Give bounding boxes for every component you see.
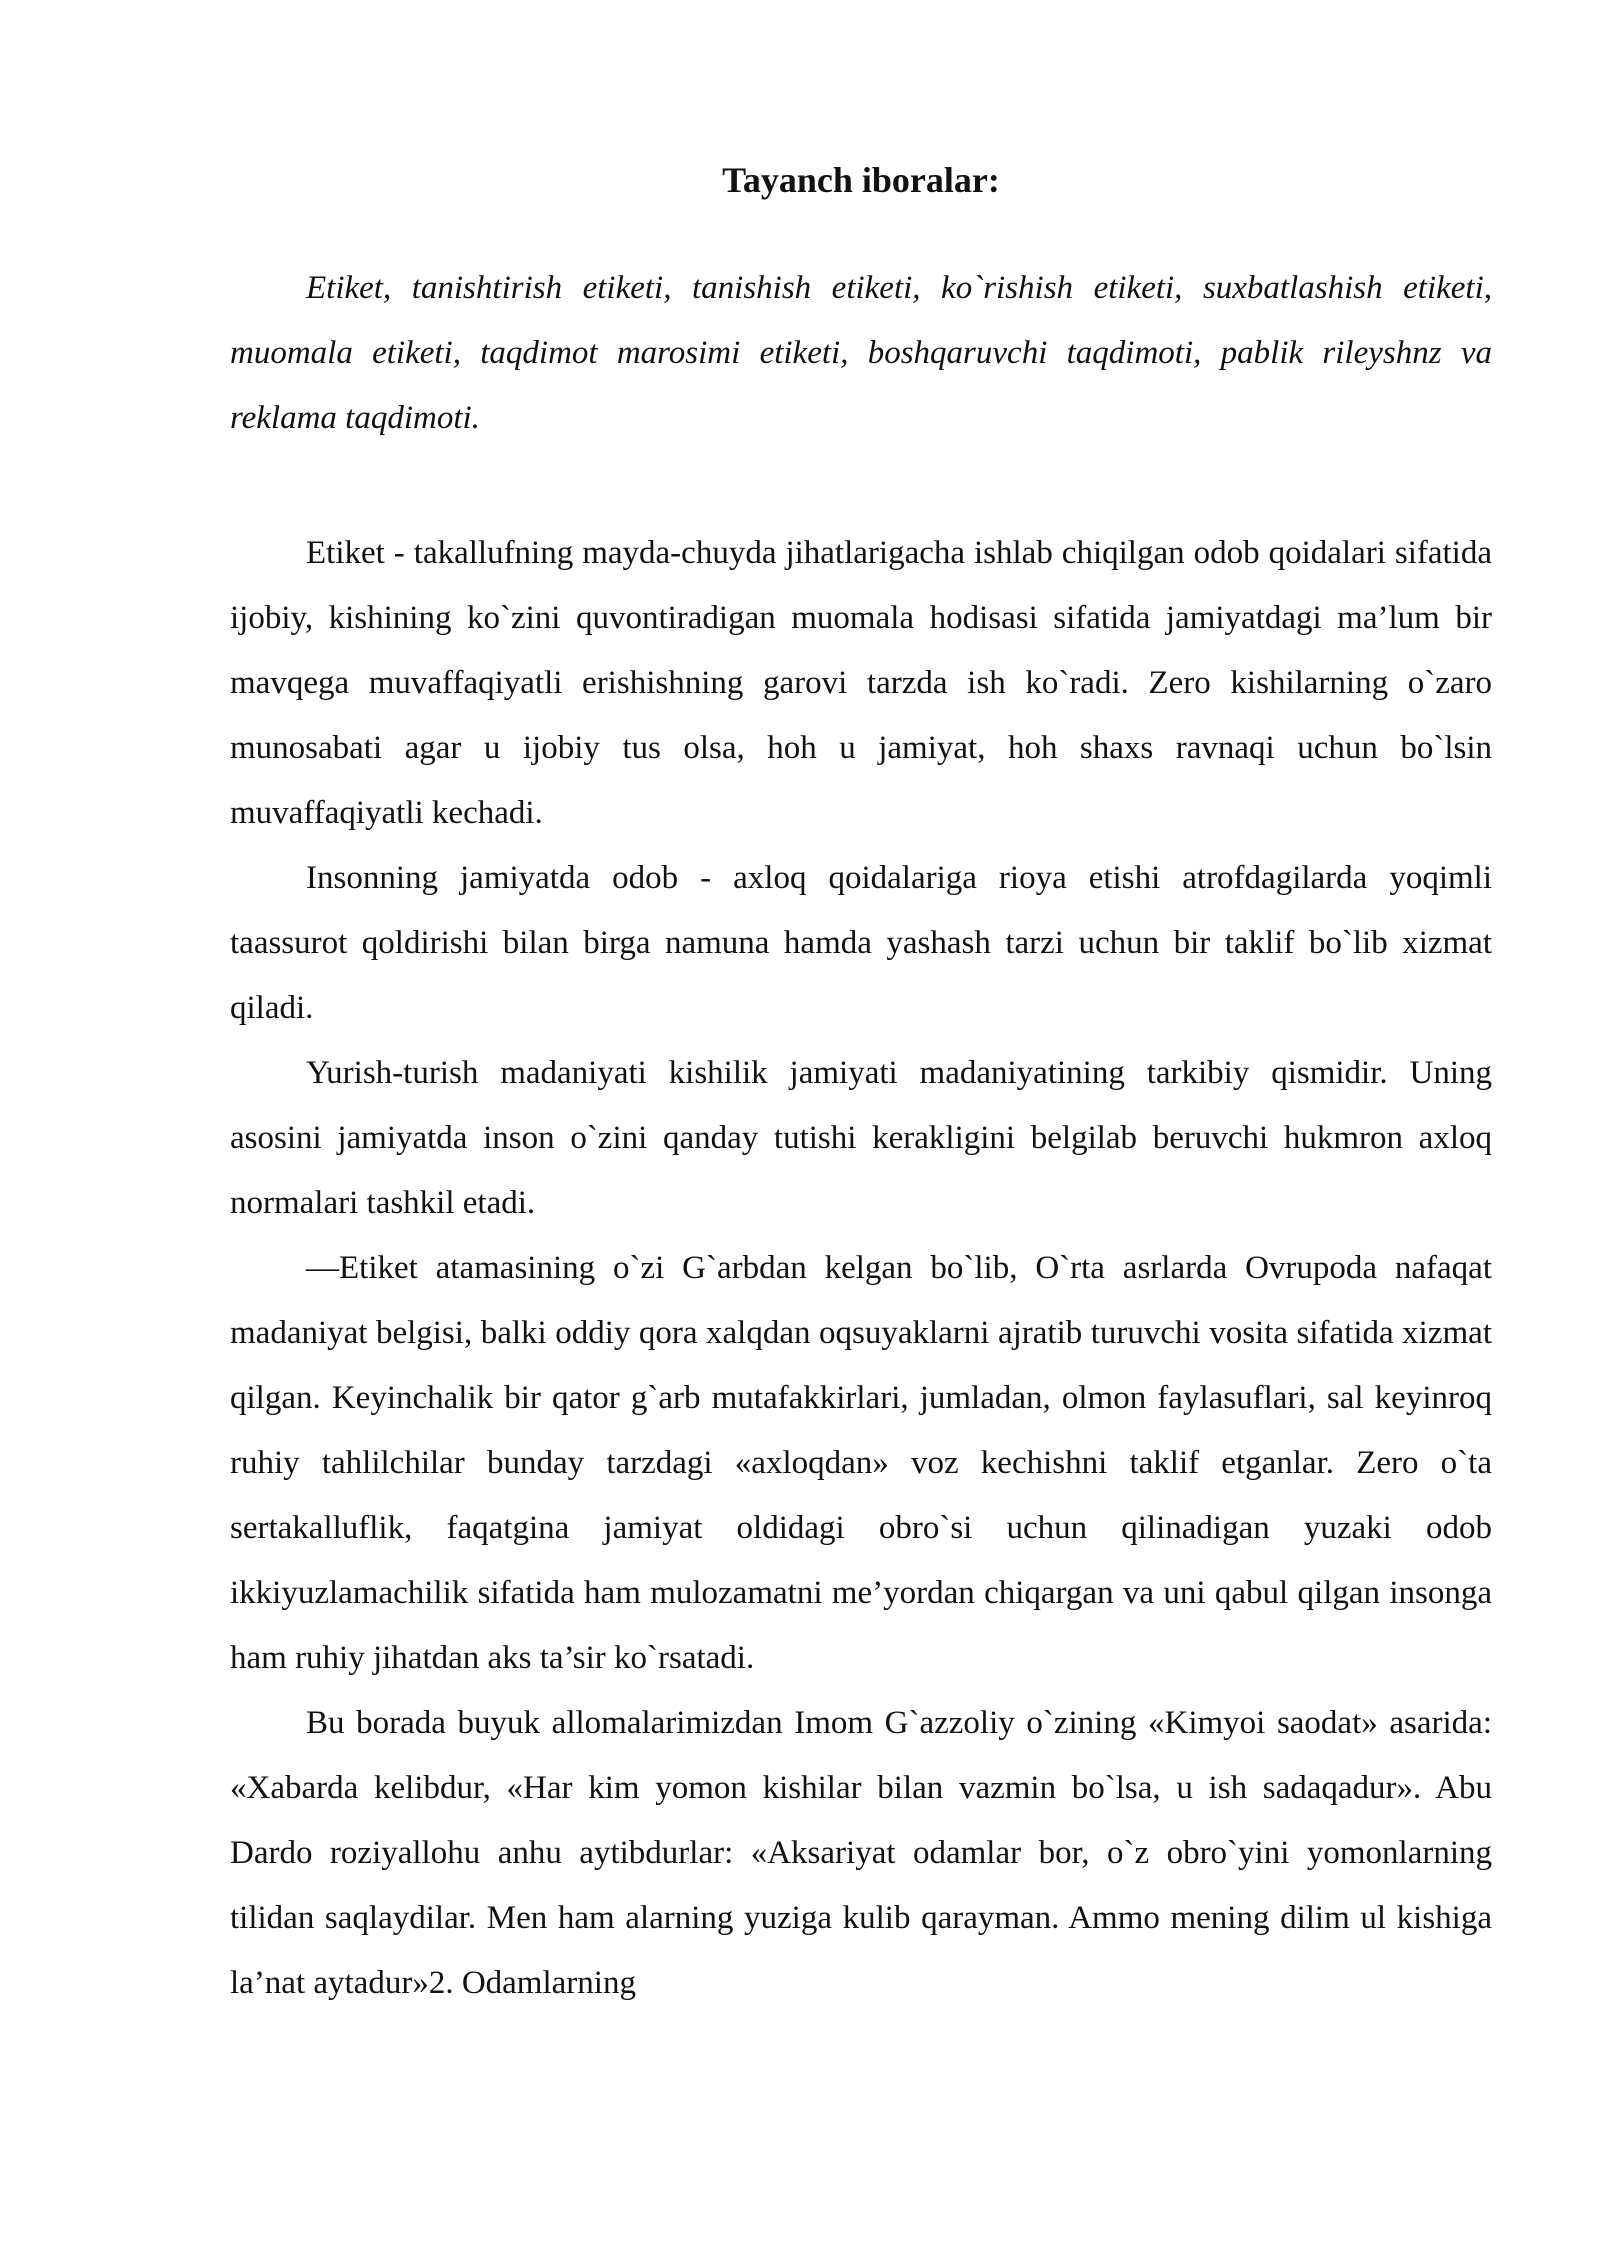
document-page bbox=[230, 148, 1492, 2016]
body-paragraph-3: Yurish-turish madaniyati kishilik jamiyati madaniyatining tarkibiy qismidir. Uning asosini jamiyatda inson o`zini qanday tutishi kerakligini belgilab beruvchi hukmron axloq normalari tashkil etadi. bbox=[230, 1055, 1492, 1221]
body-paragraph-2: Insonning jamiyatda odob - axloq qoidalariga rioya etishi atrofdagilarda yoqimli taassurot qoldirishi bilan birga namuna hamda yashash tarzi uchun bir taklif bo`lib xizmat qiladi. bbox=[230, 860, 1492, 1026]
page-heading: Tayanch iboralar: bbox=[722, 160, 1000, 200]
body-paragraph-1: Etiket - takallufning mayda-chuyda jihatlarigacha ishlab chiqilgan odob qoidalari sifatida ijobiy, kishining ko`zini quvontiradigan muomala hodisasi sifatida jamiyatdagi ma’lum bir mavqega muvaffaqiyatli erishishning garovi tarzda ish ko`radi. Zero kishilarning o`zaro munosabati agar u ijobiy tus olsa, hoh u jamiyat, hoh shaxs ravnaqi uchun bo`lsin muvaffaqiyatli kechadi. bbox=[230, 535, 1492, 831]
body-paragraph-4: ―Etiket atamasining o`zi G`arbdan kelgan bo`lib, O`rta asrlarda Ovrupoda nafaqat madaniyat belgisi, balki oddiy qora xalqdan oqsuyaklarni ajratib turuvchi vosita sifatida xizmat qilgan. Keyinchalik bir qator g`arb mutafakkirlari, jumladan, olmon faylasuflari, sal keyinroq ruhiy tahlilchilar bunday tarzdagi «axloqdan» voz kechishni taklif etganlar. Zero o`ta sertakalluflik, faqatgina jamiyat oldidagi obro`si uchun qilinadigan yuzaki odob ikkiyuzlamachilik sifatida ham mulozamatni me’yordan chiqargan va uni qabul qilgan insonga ham ruhiy jihatdan aks ta’sir ko`rsatadi. bbox=[230, 1250, 1492, 1676]
body-paragraph-5: Bu borada buyuk allomalarimizdan Imom G`azzoliy o`zining «Kimyoi saodat» asarida: «Xabarda kelibdur, «Har kim yomon kishilar bilan vazmin bo`lsa, u ish sadaqadur». Abu Dardo roziyallohu anhu aytibdurlar: «Aksariyat odamlar bor, o`z obro`yini yomonlarning tilidan saqlaydilar. Men ham alarning yuziga kulib qarayman. Ammo mening dilim ul kishiga la’nat aytadur»2. Odamlarning bbox=[230, 1705, 1492, 2001]
keywords-paragraph: Etiket, tanishtirish etiketi, tanishish etiketi, ko`rishish etiketi, suxbatlashish etiketi, muomala etiketi, taqdimot marosimi etiketi, boshqaruvchi taqdimoti, pablik rileyshnz va reklama taqdimoti. bbox=[230, 270, 1492, 436]
